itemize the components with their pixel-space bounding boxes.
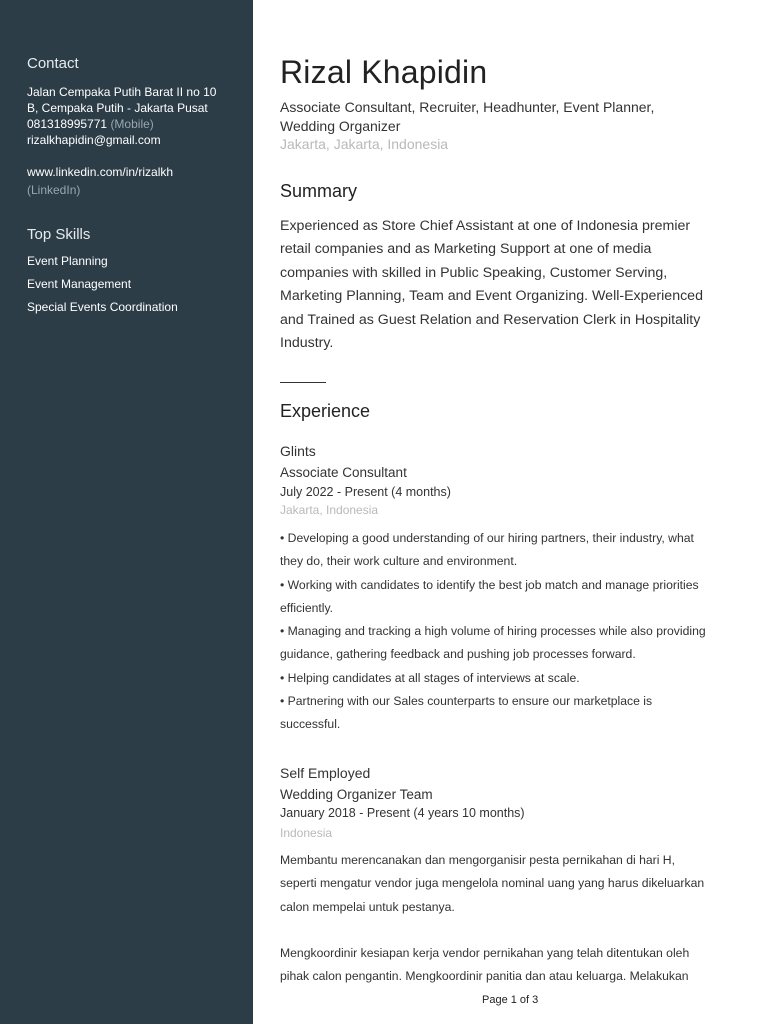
address-line-2: B, Cempaka Putih - Jakarta Pusat bbox=[27, 101, 208, 115]
summary-line: retail companies and as Marketing Support at one of media bbox=[280, 241, 652, 258]
description-line: Mengkoordinir kesiapan kerja vendor pernikahan yang telah ditentukan oleh bbox=[280, 946, 690, 960]
job-description bbox=[280, 849, 750, 919]
skill-item: Event Management bbox=[27, 277, 132, 291]
phone-line bbox=[27, 116, 154, 132]
summary-line: companies with skilled in Public Speaking, Customer Serving, bbox=[280, 264, 668, 281]
description-line: • Developing a good understanding of our hiring partners, their industry, what bbox=[280, 531, 694, 545]
top-skills-heading: Top Skills bbox=[27, 226, 91, 243]
description-line: • Working with candidates to identify the best job match and manage priorities bbox=[280, 577, 699, 592]
person-name: Rizal Khapidin bbox=[280, 54, 488, 90]
job-company: Self Employed bbox=[280, 765, 371, 781]
description-line: calon mempelai untuk pestanya. bbox=[280, 899, 455, 914]
headline-line-1: Associate Consultant, Recruiter, Headhunter, Event Planner, bbox=[280, 99, 655, 115]
job-description-continued bbox=[280, 942, 750, 989]
phone-type: (Mobile) bbox=[110, 117, 154, 131]
summary-title: Summary bbox=[280, 181, 358, 201]
job-role: Associate Consultant bbox=[280, 465, 407, 480]
address-line-1: Jalan Cempaka Putih Barat II no 10 bbox=[27, 85, 217, 99]
job-role: Wedding Organizer Team bbox=[280, 787, 433, 802]
job-dates: January 2018 - Present (4 years 10 months) bbox=[280, 806, 525, 820]
description-line: pihak calon pengantin. Mengkoordinir panitia dan atau keluarga. Melakukan bbox=[280, 969, 689, 984]
headline-line-2: Wedding Organizer bbox=[280, 118, 401, 134]
description-line: • Partnering with our Sales counterparts to ensure our marketplace is bbox=[280, 694, 653, 709]
description-line: seperti mengatur vendor juga mengelola nominal uang yang harus dikeluarkan bbox=[280, 876, 705, 891]
description-line: Membantu merencanakan dan mengorganisir pesta pernikahan di hari H, bbox=[280, 853, 675, 867]
description-line: • Helping candidates at all stages of interviews at scale. bbox=[280, 670, 580, 685]
job-location: Indonesia bbox=[280, 826, 333, 840]
job-description bbox=[280, 527, 750, 737]
skill-item: Special Events Coordination bbox=[27, 300, 178, 314]
job-company: Glints bbox=[280, 443, 316, 459]
description-line: successful. bbox=[280, 717, 341, 732]
email-link[interactable]: rizalkhapidin@gmail.com bbox=[27, 133, 161, 147]
job-location: Jakarta, Indonesia bbox=[280, 503, 379, 517]
job-dates: July 2022 - Present (4 months) bbox=[280, 485, 451, 499]
page-number: Page 1 of 3 bbox=[482, 994, 539, 1006]
sidebar bbox=[0, 0, 253, 1024]
summary-line: Experienced as Store Chief Assistant at one of Indonesia premier bbox=[280, 218, 691, 234]
skill-item: Event Planning bbox=[27, 254, 108, 268]
description-line: efficiently. bbox=[280, 600, 334, 615]
summary-line: and Trained as Guest Relation and Reservation Clerk in Hospitality bbox=[280, 311, 701, 328]
description-line: guidance, gathering feedback and pushing job processes forward. bbox=[280, 647, 636, 662]
summary-text bbox=[280, 215, 740, 355]
description-line: • Managing and tracking a high volume of hiring processes while also providing bbox=[280, 624, 706, 639]
linkedin-link[interactable]: www.linkedin.com/in/rizalkh bbox=[27, 165, 174, 179]
contact-heading: Contact bbox=[27, 55, 79, 72]
header-location: Jakarta, Jakarta, Indonesia bbox=[280, 136, 449, 152]
experience-title: Experience bbox=[280, 401, 371, 421]
summary-line: Industry. bbox=[280, 335, 334, 352]
linkedin-label: (LinkedIn) bbox=[27, 183, 81, 197]
section-divider bbox=[280, 382, 326, 383]
description-line: they do, their work culture and environment. bbox=[280, 554, 518, 569]
phone-number: 081318995771 bbox=[27, 117, 108, 131]
summary-line: Marketing Planning, Team and Event Organizing. Well-Experienced bbox=[280, 288, 703, 305]
